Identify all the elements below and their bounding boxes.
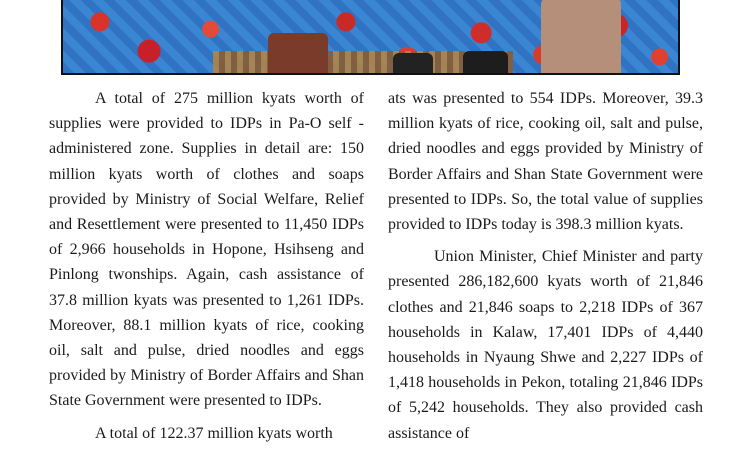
paragraph: ats was presented to 554 IDPs. Moreover, 39.3 million kyats of rice, cooking oil, salt and pulse, dried noodles and eggs provided by Ministry of Border Affairs and Shan State Government were presented to IDPs. So, the total value of supplies provided to IDPs today is 398.3 million kyats. xyxy=(388,90,703,234)
text-column-left xyxy=(49,86,364,460)
paragraph: A total of 275 million kyats worth of supplies were provided to IDPs in Pa-O self -administered zone. Supplies in detail are: 150 million kyats worth of clothes and soaps provided by Ministry of Social Welfare, Relief and Resettlement were presented to 11,450 IDPs of 2,966 households in Hopone, Hsihseng and Pinlong twonships. Again, cash assistance of 37.8 million kyats was presented to 1,261 IDPs. Moreover, 88.1 million kyats of rice, cooking oil, salt and pulse, dried noodles and eggs provided by Ministry of Border Affairs and Shan State Government were presented to IDPs. xyxy=(49,90,364,410)
paragraph: Union Minister, Chief Minister and party presented 286,182,600 kyats worth of 21,846 clothes and 21,846 soaps to 2,218 IDPs of 367 households in Kalaw, 17,401 IDPs of 4,440 households in Nyaung Shwe and 2,227 IDPs of 1,418 households in Pekon, totaling 21,846 IDPs of 5,242 households. They also provided cash assistance of xyxy=(388,248,703,442)
event-photo xyxy=(61,0,680,75)
text-column-right xyxy=(388,86,703,460)
paragraph: A total of 122.37 million kyats worth xyxy=(95,424,333,442)
photo-person xyxy=(463,51,508,73)
photo-person xyxy=(268,33,328,73)
photo-person xyxy=(541,0,621,73)
photo-person xyxy=(393,53,433,73)
